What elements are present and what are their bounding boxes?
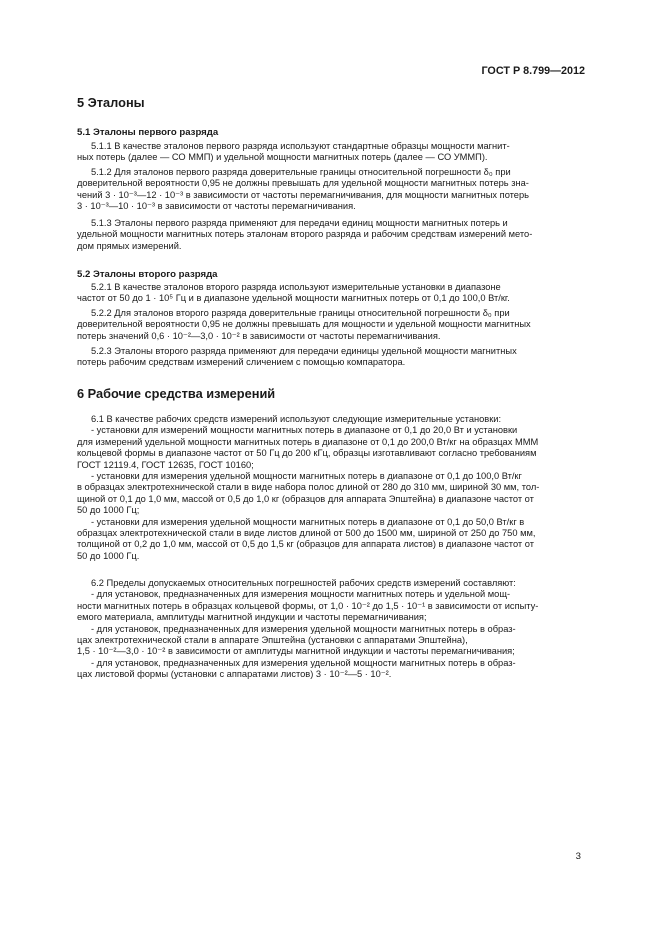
- text-line: ности магнитных потерь в образцах кольцевой формы, от 1,0 · 10⁻² до 1,5 · 10⁻¹ в зависимости от испыту-: [77, 600, 539, 611]
- list-item: - для установок, предназначенных для измерения удельной мощности магнитных потерь в образ-: [91, 623, 516, 634]
- text-line: удельной мощности магнитных потерь эталонам второго разряда и рабочим средствам измерений мето-: [77, 229, 533, 240]
- list-item: - установки для измерений мощности магнитных потерь в диапазоне от 0,1 до 20,0 Вт и установки: [91, 425, 518, 436]
- text-line: 1,5 · 10⁻²—3,0 · 10⁻² в зависимости от амплитуды магнитной индукции и частоты перемагничивания;: [77, 646, 515, 657]
- text-line: потерь значений 0,6 · 10⁻²—3,0 · 10⁻² в зависимости от частоты перемагничивания.: [77, 330, 441, 341]
- text-line: кольцевой формы в диапазоне частот от 50 Гц до 200 кГц, образцы изготавливают согласно требованиям: [77, 448, 537, 459]
- paragraph-5-1-2: [77, 167, 581, 213]
- text-line: 5.1.3 Эталоны первого разряда применяют для передачи единиц мощности магнитных потерь и: [91, 218, 508, 228]
- paragraph-5-2-2: [77, 308, 581, 342]
- text-line: потерь рабочим средствам измерений сличением с помощью компаратора.: [77, 357, 406, 368]
- text-line: частот от 50 до 1 · 10⁵ Гц и в диапазоне удельной мощности магнитных потерь от 0,1 до 100,0 Вт/кг.: [77, 293, 510, 304]
- text-line: цах электротехнической стали в аппарате Эпштейна (установки с аппаратами Эпштейна),: [77, 635, 468, 646]
- paragraph-5-2-3: [77, 346, 581, 369]
- text-line: ГОСТ 12119.4, ГОСТ 12635, ГОСТ 10160;: [77, 459, 254, 470]
- text-line: 5.1.1 В качестве эталонов первого разряда используют стандартные образцы мощности магнит-: [91, 141, 510, 151]
- text-line: чений 3 · 10⁻³—12 · 10⁻³ в зависимости от частоты перемагничивания, для мощности магнитных потерь: [77, 189, 529, 200]
- text-line: 5.2.3 Эталоны второго разряда применяют для передачи единицы удельной мощности магнитных: [91, 346, 517, 356]
- paragraph-5-2-1: [77, 282, 581, 305]
- text-line: толщиной от 0,2 до 1,0 мм, массой от 0,5 до 1,5 кг (образцов для аппарата листов) в диапазоне частот от: [77, 539, 534, 550]
- page-number: 3: [575, 851, 581, 862]
- subsection-5-1-title: 5.1 Эталоны первого разряда: [77, 127, 219, 138]
- text-line: 5.2.1 В качестве эталонов второго разряда используют измерительные установки в диапазоне: [91, 282, 501, 292]
- subsection-5-2-title: 5.2 Эталоны второго разряда: [77, 269, 218, 280]
- list-item: - установки для измерения удельной мощности магнитных потерь в диапазоне от 0,1 до 50,0 Вт/кг в: [91, 516, 525, 527]
- document-id-header: ГОСТ Р 8.799—2012: [481, 65, 585, 77]
- paragraph-5-1-1: [77, 141, 581, 164]
- text-line: образцах электротехнической стали в виде листов длиной от 500 до 1500 мм, шириной от 250 до 750 мм,: [77, 528, 536, 539]
- text-line: доверительной вероятности 0,95 не должны превышать для удельной мощности магнитных потерь зна-: [77, 178, 529, 189]
- text-line: для измерений удельной мощности магнитных потерь в диапазоне от 0,1 до 200,0 Вт/кг на образцах МММ: [77, 436, 539, 447]
- text-line: 5.1.2 Для эталонов первого разряда доверительные границы относительной погрешности δ₀ при: [91, 167, 511, 177]
- text-line: щиной от 0,1 до 1,0 мм, массой от 0,5 до 1,0 кг (образцов для аппарата Эпштейна) в диапазоне частот от: [77, 493, 534, 504]
- list-item: - для установок, предназначенных для измерения удельной мощности магнитных потерь в образ-: [91, 657, 516, 668]
- list-item: - установки для измерения удельной мощности магнитных потерь в диапазоне от 0,1 до 100,0 Вт/кг: [91, 471, 522, 482]
- text-line: доверительной вероятности 0,95 не должны превышать для мощности и удельной мощности магнитных: [77, 319, 531, 330]
- paragraph-6-1: [77, 414, 581, 562]
- text-line: 3 · 10⁻³—10 · 10⁻³ в зависимости от частоты перемагничивания.: [77, 201, 356, 212]
- text-line: 50 до 1000 Гц;: [77, 505, 140, 516]
- paragraph-6-2: [77, 578, 581, 681]
- section-5-title: 5 Эталоны: [77, 95, 145, 110]
- text-line: дом прямых измерений.: [77, 240, 182, 251]
- text-line: в образцах электротехнической стали в виде набора полос длиной от 280 до 310 мм, шириной 30 мм, тол-: [77, 482, 540, 493]
- text-line: 6.1 В качестве рабочих средств измерений используют следующие измерительные установки:: [91, 414, 502, 424]
- text-line: цах листовой формы (установки с аппаратами листов) 3 · 10⁻²—5 · 10⁻².: [77, 669, 392, 680]
- list-item: - для установок, предназначенных для измерения мощности магнитных потерь и удельной мощ-: [91, 589, 511, 600]
- text-line: 50 до 1000 Гц.: [77, 550, 140, 561]
- text-line: ных потерь (далее — СО ММП) и удельной мощности магнитных потерь (далее — СО УММП).: [77, 152, 488, 163]
- text-line: емого материала, амплитуды магнитной индукции и частоты перемагничивания;: [77, 612, 427, 623]
- section-6-title: 6 Рабочие средства измерений: [77, 386, 276, 401]
- paragraph-5-1-3: [77, 218, 581, 252]
- text-line: 5.2.2 Для эталонов второго разряда доверительные границы относительной погрешности δ₀ при: [91, 308, 510, 318]
- text-line: 6.2 Пределы допускаемых относительных погрешностей рабочих средств измерений составляют:: [91, 578, 516, 588]
